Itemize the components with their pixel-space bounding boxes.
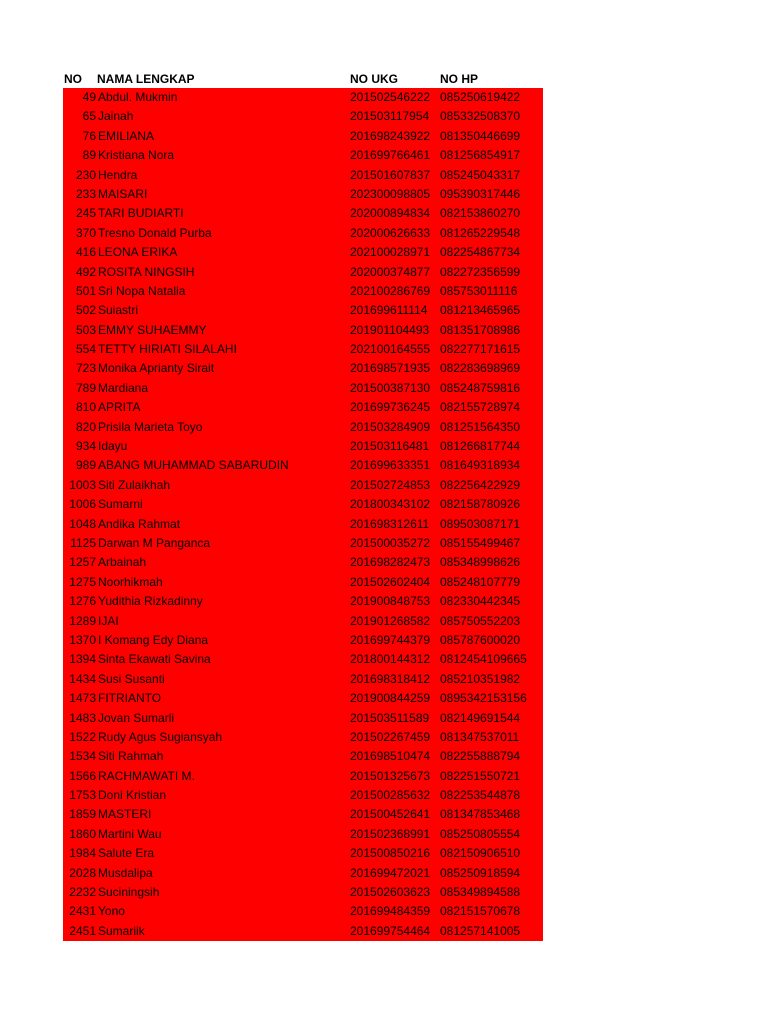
cell-no-hp: 081347853468 bbox=[440, 807, 521, 822]
cell-no: 245 bbox=[75, 206, 96, 221]
table-row bbox=[63, 476, 543, 495]
table-row bbox=[63, 166, 543, 185]
cell-nama-lengkap: Suiastri bbox=[98, 303, 139, 318]
cell-nama-lengkap: RACHMAWATI M. bbox=[98, 768, 195, 783]
cell-nama-lengkap: FITRIANTO bbox=[98, 691, 162, 706]
cell-no-hp: 085750552203 bbox=[440, 613, 521, 628]
cell-no-hp: 082155728974 bbox=[440, 400, 521, 415]
cell-no: 1289 bbox=[69, 613, 96, 628]
cell-nama-lengkap: TETTY HIRIATI SILALAHI bbox=[98, 342, 237, 357]
cell-no-ukg: 201502546222 bbox=[350, 90, 431, 104]
table-row bbox=[63, 359, 543, 378]
cell-nama-lengkap: MASTERI bbox=[98, 807, 152, 822]
cell-no: 934 bbox=[75, 439, 96, 454]
cell-nama-lengkap: APRITA bbox=[98, 400, 141, 415]
cell-no-hp: 085210351982 bbox=[440, 671, 521, 686]
cell-no-hp: 085787600020 bbox=[440, 632, 521, 647]
cell-nama-lengkap: Siti Rahmah bbox=[98, 749, 164, 764]
cell-nama-lengkap: Hendra bbox=[98, 167, 138, 182]
cell-nama-lengkap: Darwan M Panganca bbox=[98, 535, 211, 550]
cell-no-ukg: 201502267459 bbox=[350, 729, 431, 744]
cell-no: 1394 bbox=[69, 652, 96, 667]
table-row bbox=[63, 282, 543, 301]
table-row bbox=[63, 786, 543, 805]
cell-no: 1522 bbox=[69, 729, 96, 744]
table-row bbox=[63, 301, 543, 320]
cell-no-ukg: 201500452641 bbox=[350, 807, 431, 822]
table-row bbox=[63, 321, 543, 340]
table-row bbox=[63, 379, 543, 398]
cell-no-ukg: 201503117954 bbox=[350, 109, 430, 124]
cell-nama-lengkap: Sri Nopa Natalia bbox=[98, 283, 186, 298]
cell-no-ukg: 202000374877 bbox=[350, 264, 431, 279]
cell-no: 1860 bbox=[69, 826, 96, 841]
cell-no-hp: 081649318934 bbox=[440, 458, 521, 473]
table-row bbox=[63, 495, 543, 514]
cell-nama-lengkap: Andika Rahmat bbox=[98, 516, 181, 531]
cell-no-hp: 081256854917 bbox=[440, 148, 521, 163]
cell-nama-lengkap: Abdul. Mukmin bbox=[98, 90, 178, 104]
cell-no-hp: 081351708986 bbox=[440, 322, 521, 337]
cell-no-ukg: 201500850216 bbox=[350, 846, 431, 861]
table-row bbox=[63, 728, 543, 747]
table-row bbox=[63, 340, 543, 359]
cell-nama-lengkap: Arbainah bbox=[98, 555, 147, 570]
cell-no-ukg: 201699754464 bbox=[350, 923, 431, 938]
cell-no-hp: 081213465965 bbox=[440, 303, 521, 318]
cell-no: 370 bbox=[75, 225, 96, 240]
cell-no-hp: 081251564350 bbox=[440, 419, 521, 434]
table-row bbox=[63, 747, 543, 766]
cell-no-hp: 085332508370 bbox=[440, 109, 521, 124]
cell-no-ukg: 201500285632 bbox=[350, 788, 431, 803]
table-row bbox=[63, 456, 543, 475]
cell-nama-lengkap: Doni Kristian bbox=[98, 788, 167, 803]
cell-no-ukg: 201500035272 bbox=[350, 535, 431, 550]
cell-no: 416 bbox=[75, 245, 96, 260]
cell-no: 723 bbox=[75, 361, 96, 376]
cell-nama-lengkap: LEONA ERIKA bbox=[98, 245, 178, 260]
cell-no-ukg: 202000626633 bbox=[350, 225, 431, 240]
cell-no: 1003 bbox=[69, 477, 96, 492]
cell-nama-lengkap: TARI BUDIARTI bbox=[98, 206, 184, 221]
cell-no-hp: 082253544878 bbox=[440, 788, 521, 803]
cell-nama-lengkap: Sumarni bbox=[98, 497, 143, 512]
cell-no-hp: 081257141005 bbox=[440, 923, 521, 938]
cell-no: 2431 bbox=[69, 904, 96, 919]
cell-no: 1048 bbox=[69, 516, 96, 531]
cell-nama-lengkap: Idayu bbox=[98, 439, 128, 454]
cell-no-hp: 085248759816 bbox=[440, 380, 521, 395]
table-row bbox=[63, 767, 543, 786]
cell-no-hp: 082283698969 bbox=[440, 361, 521, 376]
cell-no-ukg: 202100164555 bbox=[350, 342, 431, 357]
cell-no-ukg: 201699472021 bbox=[350, 865, 431, 880]
cell-no-ukg: 201502603623 bbox=[350, 885, 431, 900]
cell-no: 89 bbox=[82, 148, 96, 163]
table-row bbox=[63, 418, 543, 437]
cell-nama-lengkap: Rudy Agus Sugiansyah bbox=[98, 729, 223, 744]
cell-no: 49 bbox=[82, 90, 96, 104]
table-row bbox=[63, 883, 543, 902]
cell-nama-lengkap: Musdalipa bbox=[98, 865, 153, 880]
cell-no-hp: 082158780926 bbox=[440, 497, 521, 512]
table-row bbox=[63, 515, 543, 534]
cell-no: 1257 bbox=[69, 555, 96, 570]
table-row bbox=[63, 107, 543, 126]
cell-no-hp: 085250918594 bbox=[440, 865, 521, 880]
table-row bbox=[63, 844, 543, 863]
cell-no-hp: 089503087171 bbox=[440, 516, 521, 531]
table-row bbox=[63, 127, 543, 146]
table-row bbox=[63, 263, 543, 282]
cell-nama-lengkap: Yono bbox=[98, 904, 125, 919]
cell-no-ukg: 201900844259 bbox=[350, 691, 431, 706]
cell-no: 1483 bbox=[69, 710, 96, 725]
cell-no: 1534 bbox=[69, 749, 96, 764]
cell-no-ukg: 201698282473 bbox=[350, 555, 431, 570]
cell-no-hp: 085349894588 bbox=[440, 885, 521, 900]
cell-no-ukg: 201699633351 bbox=[350, 458, 431, 473]
cell-no: 503 bbox=[75, 322, 96, 337]
table-row bbox=[63, 224, 543, 243]
cell-nama-lengkap: Siti Zulaikhah bbox=[98, 477, 171, 492]
cell-no-ukg: 201698510474 bbox=[350, 749, 431, 764]
cell-no-ukg: 201901268582 bbox=[350, 613, 431, 628]
table-row bbox=[63, 592, 543, 611]
cell-nama-lengkap: Jainah bbox=[98, 109, 134, 124]
cell-no-hp: 081266817744 bbox=[440, 439, 521, 454]
header-row bbox=[63, 69, 543, 88]
cell-no-hp: 085155499467 bbox=[440, 535, 521, 550]
table-row bbox=[63, 146, 543, 165]
cell-no-ukg: 201698243922 bbox=[350, 128, 431, 143]
table-row bbox=[63, 204, 543, 223]
cell-no: 1434 bbox=[69, 671, 96, 686]
cell-no-ukg: 201699736245 bbox=[350, 400, 431, 415]
cell-no-ukg: 201699766461 bbox=[350, 148, 431, 163]
cell-no-hp: 082256422929 bbox=[440, 477, 521, 492]
cell-no: 1276 bbox=[69, 594, 96, 609]
cell-nama-lengkap: EMILIANA bbox=[98, 128, 155, 143]
table-row bbox=[63, 437, 543, 456]
cell-no-ukg: 201698312611 bbox=[350, 516, 430, 531]
table-row bbox=[63, 573, 543, 592]
cell-no: 492 bbox=[75, 264, 96, 279]
cell-no-ukg: 201699744379 bbox=[350, 632, 431, 647]
cell-no-hp: 095390317446 bbox=[440, 186, 521, 201]
cell-nama-lengkap: MAISARI bbox=[98, 186, 148, 201]
table-row bbox=[63, 922, 543, 941]
table-row bbox=[63, 825, 543, 844]
cell-nama-lengkap: ROSITA NINGSIH bbox=[98, 264, 195, 279]
cell-no: 233 bbox=[75, 186, 96, 201]
cell-no-ukg: 201502368991 bbox=[350, 826, 431, 841]
cell-no: 2451 bbox=[69, 923, 96, 938]
cell-no-ukg: 202100028971 bbox=[350, 245, 431, 260]
table-row bbox=[63, 689, 543, 708]
cell-nama-lengkap: IJAI bbox=[98, 613, 119, 628]
cell-no-ukg: 201699611114 bbox=[350, 303, 428, 318]
cell-no-ukg: 202100286769 bbox=[350, 283, 431, 298]
cell-no-hp: 082255888794 bbox=[440, 749, 521, 764]
cell-nama-lengkap: Monika Aprianty Sirait bbox=[98, 361, 215, 376]
cell-no-hp: 082272356599 bbox=[440, 264, 521, 279]
cell-nama-lengkap: Kristiana Nora bbox=[98, 148, 175, 163]
cell-nama-lengkap: Yudithia Rizkadinny bbox=[98, 594, 203, 609]
cell-nama-lengkap: ABANG MUHAMMAD SABARUDIN bbox=[98, 458, 289, 473]
cell-no: 554 bbox=[75, 342, 96, 357]
cell-no-hp: 081350446699 bbox=[440, 128, 521, 143]
cell-no-ukg: 201800144312 bbox=[350, 652, 431, 667]
cell-no-ukg: 201503116481 bbox=[350, 439, 430, 454]
cell-no-hp: 085248107779 bbox=[440, 574, 521, 589]
table-row bbox=[63, 650, 543, 669]
table-body bbox=[63, 88, 543, 941]
cell-no: 1370 bbox=[69, 632, 96, 647]
cell-no-hp: 082251550721 bbox=[440, 768, 521, 783]
cell-no: 789 bbox=[75, 380, 96, 395]
table-row bbox=[63, 864, 543, 883]
cell-no: 230 bbox=[75, 167, 96, 182]
cell-no-ukg: 201900848753 bbox=[350, 594, 431, 609]
cell-no-ukg: 201502602404 bbox=[350, 574, 431, 589]
cell-no-hp: 081347537011 bbox=[440, 729, 520, 744]
cell-nama-lengkap: Sinta Ekawati Savina bbox=[98, 652, 211, 667]
cell-nama-lengkap: Jovan Sumarli bbox=[98, 710, 175, 725]
cell-no: 76 bbox=[82, 128, 96, 143]
cell-no-ukg: 201501325673 bbox=[350, 768, 431, 783]
cell-no-hp: 082330442345 bbox=[440, 594, 521, 609]
header-no-ukg: NO UKG bbox=[350, 72, 398, 86]
table-row bbox=[63, 709, 543, 728]
cell-nama-lengkap: Tresno Donald Purba bbox=[98, 225, 212, 240]
header-no-hp: NO HP bbox=[440, 72, 479, 86]
cell-no: 1275 bbox=[69, 574, 96, 589]
table-row bbox=[63, 805, 543, 824]
cell-no-ukg: 201500387130 bbox=[350, 380, 431, 395]
cell-no-hp: 085348998626 bbox=[440, 555, 521, 570]
table-row bbox=[63, 670, 543, 689]
cell-no: 501 bbox=[75, 283, 96, 298]
cell-no: 1566 bbox=[69, 768, 96, 783]
spreadsheet-table bbox=[63, 69, 543, 941]
cell-no-ukg: 201698571935 bbox=[350, 361, 431, 376]
header-nama-lengkap: NAMA LENGKAP bbox=[97, 72, 195, 86]
cell-no: 1984 bbox=[69, 846, 96, 861]
cell-no-hp: 085753011116 bbox=[440, 283, 518, 298]
cell-nama-lengkap: Noorhikmah bbox=[98, 574, 163, 589]
cell-nama-lengkap: Susi Susanti bbox=[98, 671, 165, 686]
cell-no-ukg: 201699484359 bbox=[350, 904, 431, 919]
table-row bbox=[63, 631, 543, 650]
cell-no-hp: 082153860270 bbox=[440, 206, 521, 221]
cell-nama-lengkap: I Komang Edy Diana bbox=[98, 632, 209, 647]
cell-no: 810 bbox=[75, 400, 96, 415]
cell-no-ukg: 201503284909 bbox=[350, 419, 431, 434]
cell-no-ukg: 201901104493 bbox=[350, 322, 430, 337]
cell-no-hp: 082277171615 bbox=[440, 342, 521, 357]
cell-no-hp: 082149691544 bbox=[440, 710, 521, 725]
cell-nama-lengkap: Martini Wau bbox=[98, 826, 162, 841]
table-row bbox=[63, 185, 543, 204]
cell-no: 1125 bbox=[70, 535, 96, 550]
cell-no-ukg: 201501607837 bbox=[350, 167, 431, 182]
cell-no: 1473 bbox=[69, 691, 96, 706]
cell-no-hp: 081265229548 bbox=[440, 225, 521, 240]
cell-nama-lengkap: Suciningsih bbox=[98, 885, 160, 900]
table-row bbox=[63, 88, 543, 107]
cell-no-hp: 085250619422 bbox=[440, 90, 521, 104]
cell-no: 2232 bbox=[69, 885, 96, 900]
cell-nama-lengkap: Prisila Marieta Toyo bbox=[98, 419, 203, 434]
cell-no-ukg: 202300098805 bbox=[350, 186, 431, 201]
cell-nama-lengkap: Salute Era bbox=[98, 846, 155, 861]
cell-no-hp: 082150906510 bbox=[440, 846, 521, 861]
table-row bbox=[63, 612, 543, 631]
cell-no-ukg: 201502724853 bbox=[350, 477, 431, 492]
cell-no-ukg: 201698318412 bbox=[350, 671, 431, 686]
table-row bbox=[63, 902, 543, 921]
cell-no: 820 bbox=[75, 419, 96, 434]
cell-no-ukg: 201800343102 bbox=[350, 497, 431, 512]
cell-no: 65 bbox=[82, 109, 96, 124]
cell-no-hp: 0895342153156 bbox=[440, 691, 527, 706]
cell-no-hp: 085245043317 bbox=[440, 167, 521, 182]
cell-no: 502 bbox=[75, 303, 96, 318]
cell-no-hp: 082254867734 bbox=[440, 245, 521, 260]
cell-no: 1859 bbox=[69, 807, 96, 822]
cell-nama-lengkap: Sumariik bbox=[98, 923, 145, 938]
table-row bbox=[63, 534, 543, 553]
table-row bbox=[63, 553, 543, 572]
table-row bbox=[63, 398, 543, 417]
cell-no-hp: 082151570678 bbox=[440, 904, 521, 919]
header-no: NO bbox=[64, 72, 82, 86]
cell-no-ukg: 202000894834 bbox=[350, 206, 431, 221]
table-row bbox=[63, 243, 543, 262]
cell-no: 1006 bbox=[69, 497, 96, 512]
cell-nama-lengkap: EMMY SUHAEMMY bbox=[98, 322, 207, 337]
cell-no: 2028 bbox=[69, 865, 96, 880]
cell-no-hp: 085250805554 bbox=[440, 826, 521, 841]
cell-nama-lengkap: Mardiana bbox=[98, 380, 149, 395]
cell-no: 989 bbox=[75, 458, 96, 473]
cell-no-hp: 0812454109665 bbox=[440, 652, 527, 667]
cell-no-ukg: 201503511589 bbox=[350, 710, 430, 725]
cell-no: 1753 bbox=[69, 788, 96, 803]
